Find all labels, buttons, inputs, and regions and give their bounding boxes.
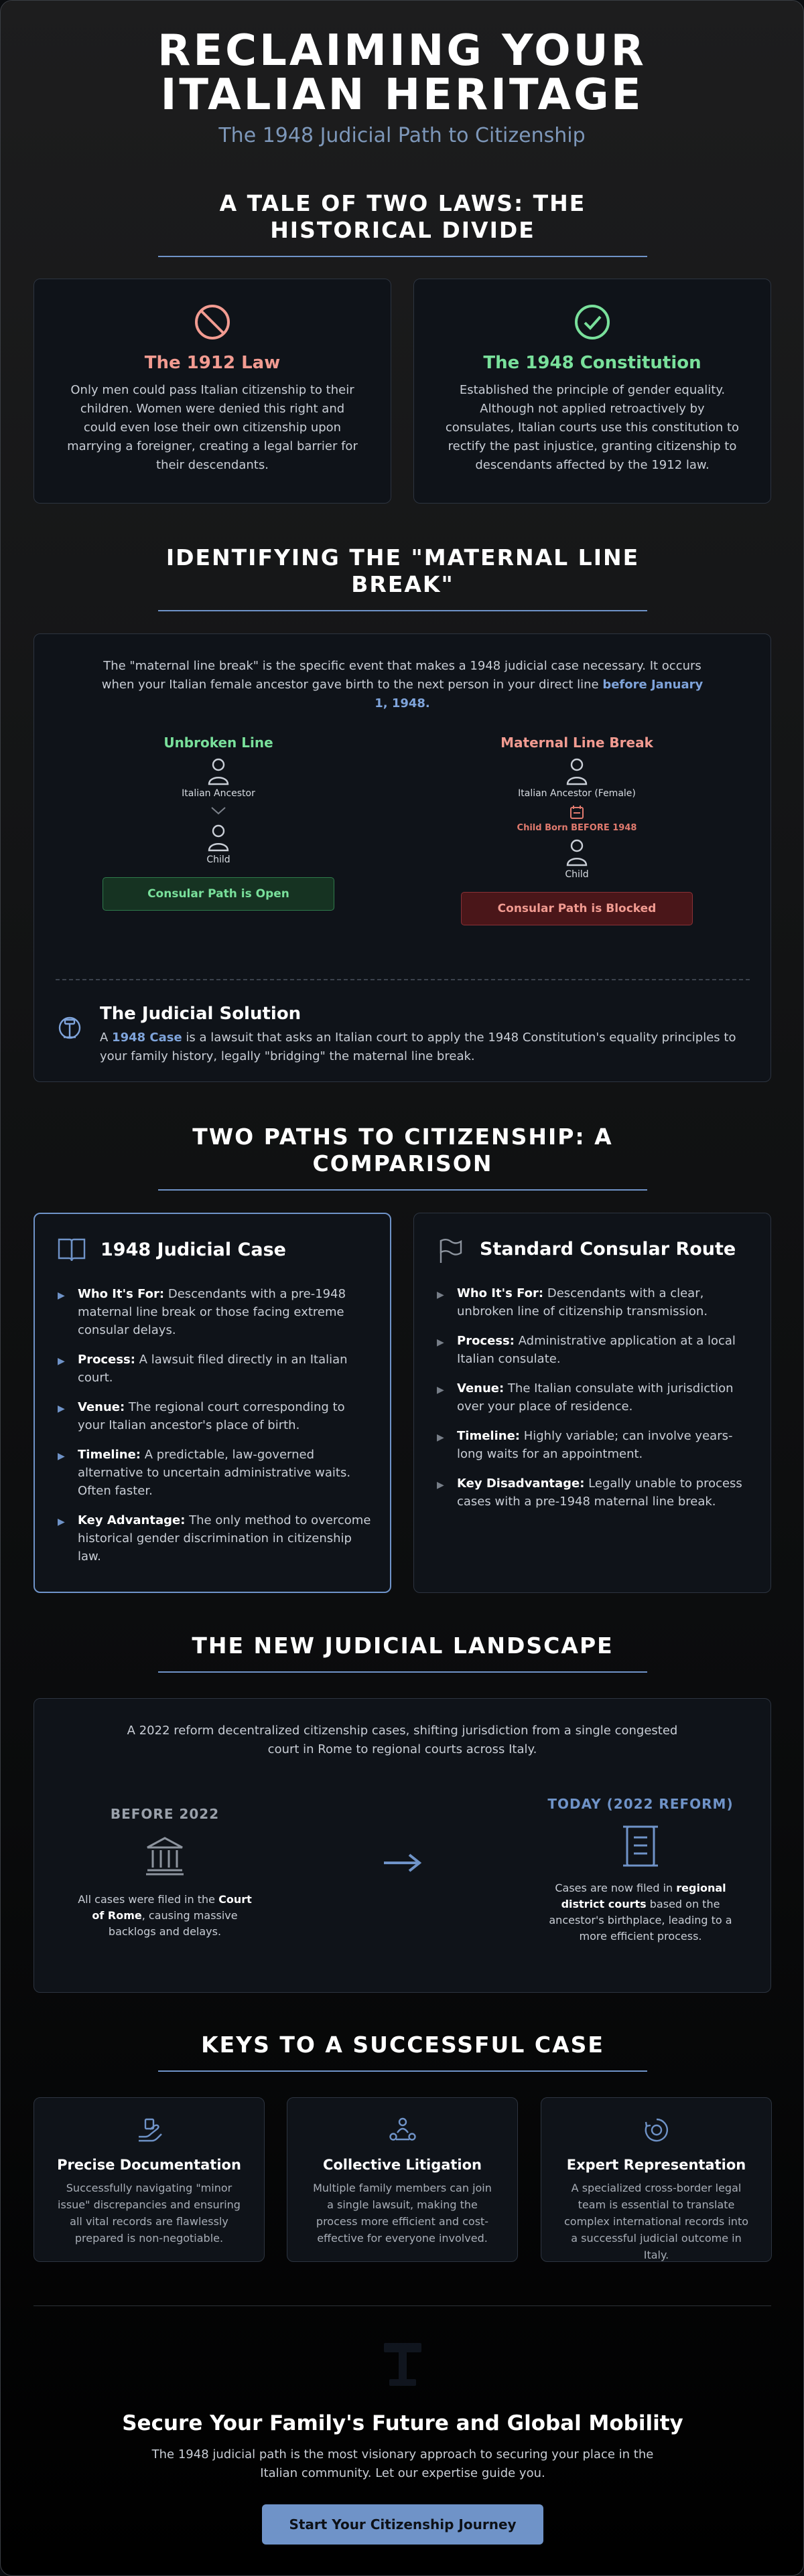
law-1912-title: The 1912 Law [144,353,281,373]
broken-event-label: Child Born BEFORE 1948 [517,823,637,833]
mlb-card [34,633,771,1082]
unbroken-title: Unbroken Line [163,735,273,751]
footer-divider [34,2305,771,2306]
consular-path-title: Standard Consular Route [480,1239,736,1260]
document-icon [543,1823,738,1871]
key-card [287,2097,518,2262]
paths-divider [158,1189,647,1191]
unbroken-child-label: Child [206,854,230,865]
consular-path-list [436,1284,752,1522]
key-text: Multiple family members can join a single lawsuit, making the process more efficient and cost-effective for everyone involved. [313,2182,492,2245]
cta-title: Secure Your Family's Future and Global Mobility [122,2411,683,2435]
law-1912-text: Only men could pass Italian citizenship to their children. Women were denied this right and could even lose their own citizenship upon marrying a foreigner, creating a legal barrier for their descendants. [67,383,358,472]
history-divider [158,256,647,257]
paths-heading: TWO PATHS TO CITIZENSHIP: A COMPARISON [192,1124,613,1177]
broken-title: Maternal Line Break [500,735,653,751]
solution-title: The Judicial Solution [100,1004,302,1024]
prohibited-icon [34,303,391,344]
judicial-path-item: ▶ Process: A lawsuit filed directly in an Italian court. [56,1351,373,1387]
person-icon [101,824,336,854]
key-text: A specialized cross-border legal team is essential to translate complex international records into a successful judicial outcome in Italy. [564,2182,748,2261]
history-heading: A TALE OF TWO LAWS: THE HISTORICAL DIVIDE [219,190,586,243]
judicial-path-item: ▶ Timeline: A predictable, law-governed alternative to uncertain administrative waits. Often faster. [56,1446,373,1500]
landscape-intro: A 2022 reform decentralized citizenship cases, shifting jurisdiction from a single congested court in Rome to regional courts across Italy. [127,1724,678,1756]
consular-path-item: ▶ Process: Administrative application at a local Italian consulate. [436,1332,752,1368]
judicial-path-card [34,1213,391,1593]
paths-section-title [1,1124,804,1191]
broken-column [460,735,694,925]
start-journey-button[interactable]: Start Your Citizenship Journey [262,2504,543,2545]
landscape-divider [158,1671,647,1673]
today-2022-title: TODAY (2022 REFORM) [547,1796,734,1812]
judicial-path-item: ▶ Venue: The regional court corresponding to your Italian ancestor's place of birth. [56,1398,373,1434]
unbroken-column [101,735,336,911]
person-icon [460,838,694,869]
key-title: Expert Representation [566,2157,746,2173]
dashed-divider [56,979,750,980]
gavel-icon [57,1014,82,1043]
consular-path-item: ▶ Key Disadvantage: Legally unable to process cases with a pre-1948 maternal line break. [436,1474,752,1511]
hero-title: RECLAIMING YOUR ITALIAN HERITAGE [157,26,647,120]
solution-text: A 1948 Case is a lawsuit that asks an Italian court to apply the 1948 Constitution's equality principles to your family history, legally "bridging" the maternal line break. [100,1031,736,1063]
group-icon [287,2117,517,2146]
mlb-divider [158,610,647,611]
broken-child-label: Child [565,869,589,880]
key-title: Collective Litigation [322,2157,482,2173]
flag-icon [437,1237,464,1267]
hero-subtitle: The 1948 Judicial Path to Citizenship [218,124,586,147]
key-card [541,2097,772,2262]
hand-document-icon [34,2117,264,2146]
landscape-section-title [1,1633,804,1673]
before-2022-text: All cases were filed in the Court of Rome, causing massive backlogs and delays. [78,1893,252,1938]
expert-badge-icon [541,2117,771,2146]
mlb-section-title [1,544,804,611]
keys-section-title [1,2032,804,2072]
watermark-seal-icon [376,2338,429,2391]
judicial-path-title: 1948 Judicial Case [100,1239,286,1260]
consular-path-item: ▶ Venue: The Italian consulate with jurisdiction over your place of residence. [436,1379,752,1416]
law-1948-title: The 1948 Constitution [483,353,701,373]
consular-open-status: Consular Path is Open [103,877,334,911]
consular-path-item: ▶ Timeline: Highly variable; can involve years-long waits for an appointment. [436,1427,752,1463]
consular-blocked-status: Consular Path is Blocked [461,892,693,925]
history-section-title [1,190,804,257]
chevron-down-icon [101,806,336,818]
consular-path-card [413,1213,771,1593]
law-1948-card [413,279,771,504]
before-2022-title: BEFORE 2022 [110,1806,220,1822]
broken-ancestor-label: Italian Ancestor (Female) [518,788,636,799]
law-1912-card [34,279,391,504]
judicial-path-item: ▶ Who It's For: Descendants with a pre-1948 maternal line break or those facing extreme consular delays. [56,1285,373,1339]
judicial-path-item: ▶ Key Advantage: The only method to overcome historical gender discrimination in citizenship law. [56,1511,373,1566]
book-icon [56,1237,87,1266]
person-icon [101,757,336,788]
today-2022-text: Cases are now filed in regional district courts based on the ancestor's birthplace, leading to a more efficient process. [549,1882,732,1943]
keys-divider [158,2070,647,2072]
key-card [34,2097,265,2262]
hero [1,1,803,147]
mlb-heading: IDENTIFYING THE "MATERNAL LINE BREAK" [165,544,640,597]
courthouse-icon [74,1834,255,1880]
landscape-heading: THE NEW JUDICIAL LANDSCAPE [192,1633,614,1659]
consular-path-item: ▶ Who It's For: Descendants with a clear, unbroken line of citizenship transmission. [436,1284,752,1320]
today-2022-column [543,1796,738,1945]
before-2022-column [74,1806,255,1940]
law-1948-text: Established the principle of gender equality. Although not applied retroactively by consulates, Italian courts use this constitution to rectify the past injustice, granting citizenship to descendants affected by the 1912 law. [445,383,740,472]
judicial-path-list [56,1285,373,1577]
calendar-icon [460,804,694,823]
keys-heading: KEYS TO A SUCCESSFUL CASE [201,2032,604,2058]
key-title: Precise Documentation [57,2157,241,2173]
key-text: Successfully navigating "minor issue" discrepancies and ensuring all vital records are flawlessly prepared is non-negotiable. [58,2182,241,2245]
mlb-intro: The "maternal line break" is the specific event that makes a 1948 judicial case necessary. It occurs when your Italian female ancestor gave birth to the next person in your direct line before January 1, 1948. [101,659,704,710]
arrow-right-icon [383,1853,423,1876]
person-icon [460,757,694,788]
cta-text: The 1948 judicial path is the most visionary approach to securing your place in the Italian community. Let our expertise guide you. [151,2447,654,2480]
landscape-card [34,1698,771,1993]
unbroken-ancestor-label: Italian Ancestor [182,788,255,799]
check-circle-icon [414,303,770,344]
